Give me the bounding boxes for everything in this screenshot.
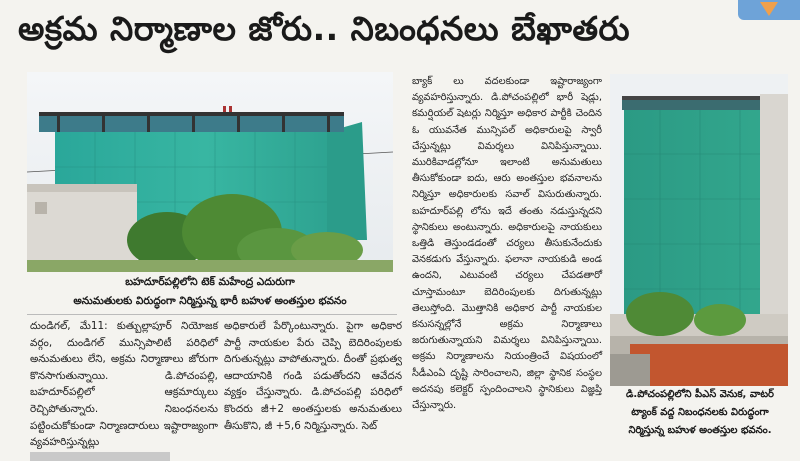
photo2-caption-line1: డి.పోచంపల్లిలోని పీఎస్ వెనుక, వాటర్ xyxy=(626,389,774,400)
photo1-caption-line2: అనుమతులకు విరుద్ధంగా నిర్మిస్తున్న భారీ బహుళ అంతస్తుల భవనం xyxy=(73,295,347,307)
article-column-2 xyxy=(224,318,402,434)
photo2-caption-line2: ట్యాంక్ వద్ద నిబంధనలకు విరుద్ధంగా xyxy=(631,407,769,418)
article-column-2-text: అధికారులే పేర్కొంటున్నారు. పైగా అధికార పార్టీ నాయకుల పేరు చెప్పి బెదిరింపులకు దిగుతున్నట్లు వాపోతున్నారు. దీంతో ప్రభుత్వ ఆదాయానికి గండి పడుతోందని ఆవేదన వ్యక్తం చేస్తున్నారు. డి.పోచంపల్లి పరిధిలో కొందరు జీ+2 అంతస్తులకు అనుమతులు తీసుకొని, జీ +5,6 నిర్మిస్తున్నారు. సెట్ xyxy=(224,320,402,432)
article-column-3-text: బ్యాక్ లు వదలకుండా ఇష్టారాజ్యంగా వ్యవహరిస్తున్నారు. డి.పోచంపల్లిలో భారీ షెడ్లు, కమర్షియల్ షెటర్లు నిర్మిస్తూ అధికార పార్టీకి చెందిన ఓ యువనేత మున్సిపల్ అధికారులపై స్వారీ చేస్తున్నట్లు విమర్శలు వినిపిస్తున్నాయి. మురికివాడల్లోనూ ఇలాంటి అనుమతులు తీసుకోకుండా ఐదు, ఆరు అంతస్తుల భవనాలను నిర్మిస్తూ అధికారులకు సవాల్ విసురుతున్నారు. బహదూర్‌పల్లి లోను ఇదే తంతు నడుస్తున్నదని స్థానికులు అంటున్నారు. అధికారులపై నాయకులు ఒత్తిడి తెస్తుండడంతో చర్యలు తీసుకునేందుకు వెనకడుగు వేస్తున్నారు. ఫలానా నాయకుడి అండ ఉందని, ఎటువంటి చర్యలు చేపడతారో చూస్తామంటూ బెదిరింపులకు దిగుతున్నట్లు తెలుస్తోంది. మొత్తానికి అధికార పార్టీ నాయకుల కనుసన్నల్లోనే అక్రమ నిర్మాణాలు జరుగుతున్నాయని విమర్శలు వినిపిస్తున్నాయి. అక్రమ నిర్మాణాలను నియంత్రించే విషయంలో సీడీఎంఏ దృష్టి సారించాలని, జిల్లా స్థానిక సంస్థల అదనపు కలెక్టర్ స్పందించాలని స్థానికులు విజ్ఞప్తి చేస్తున్నారు. xyxy=(412,76,602,412)
photo1-caption-line1: బహదూర్‌పల్లిలోని టెక్ మహేంద్ర ఎదురుగా xyxy=(125,276,295,288)
building-photo-bahadurpally xyxy=(27,72,393,272)
footer-strip xyxy=(30,452,170,461)
divider xyxy=(27,314,397,315)
article-column-1 xyxy=(30,318,218,451)
photo2-caption xyxy=(608,386,792,440)
article-column-1-text: దుండిగల్, మే11: కుత్బుల్లాపూర్ నియోజక వర్గం, దుండిగల్ మున్సిపాలిటీ పరిధిలో అనుమతులు లేని, అక్రమ నిర్మాణాలు జోరుగా కొనసాగుతున్నాయి. డి.పోచంపల్లి, బహదూర్‌పల్లిలో ఆక్రమార్కులు రెచ్చిపోతున్నారు. నిబంధనలను పట్టించుకోకుండా నిర్మాణదారులు ఇష్టారాజ్యంగా వ్యవహరిస్తున్నట్లు xyxy=(30,320,218,449)
publication-logo xyxy=(738,0,800,20)
photo1-caption xyxy=(27,273,393,311)
headline: అక్రమ నిర్మాణాల జోరు.. నిబంధనలు బేఖాతరు xyxy=(18,9,631,48)
photo2-caption-line3: నిర్మిస్తున్న బహుళ అంతస్తుల భవనం. xyxy=(628,425,772,436)
building-photo-pochampally xyxy=(610,74,788,386)
article-column-3 xyxy=(412,74,602,414)
